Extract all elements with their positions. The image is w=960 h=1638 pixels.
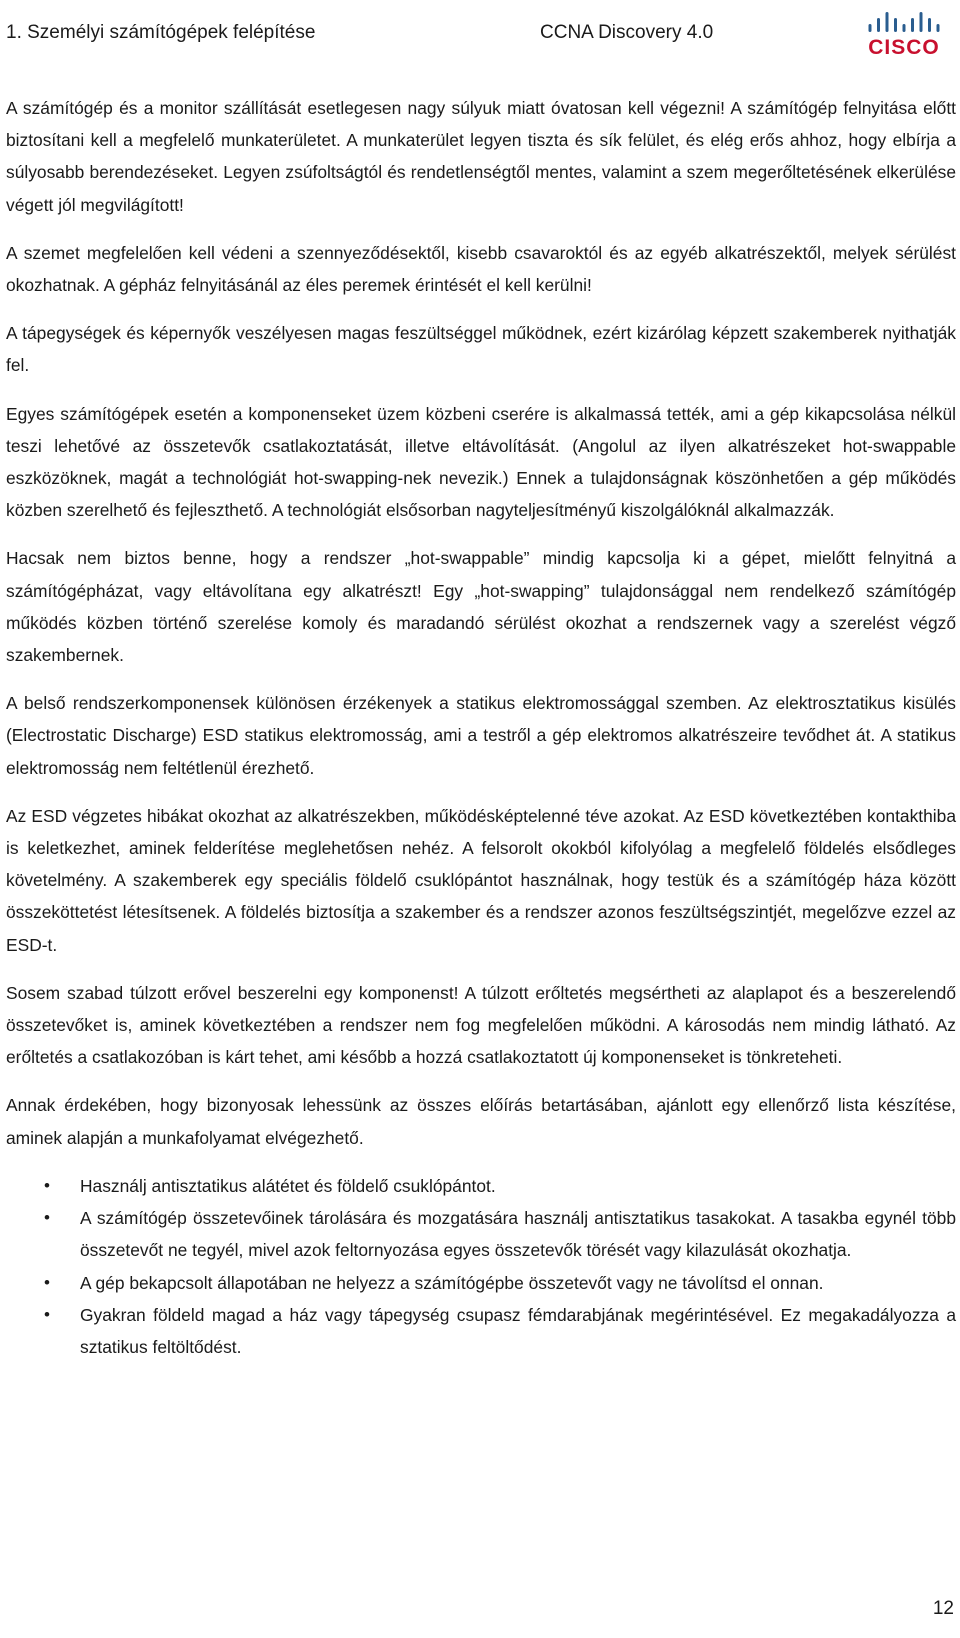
bullet-icon: • [44, 1304, 50, 1324]
paragraph-list [6, 92, 956, 1154]
cisco-bar [920, 12, 923, 32]
cisco-bar [928, 18, 931, 32]
bullet-icon: • [44, 1208, 50, 1228]
paragraph: Sosem szabad túlzott erővel beszerelni egy komponenst! A túlzott erőltetés megsértheti az alaplapot és a beszerelendő összetevőket is, aminek következtében a rendszer nem fog megfelelően működni. A károsodás nem mindig látható. Az erőltetés a csatlakozóban is kárt tehet, ami később a hozzá csatlakoztatott új komponenseket is tönkreteheti. [6, 982, 956, 1068]
list-item [6, 1299, 956, 1363]
page-number: 12 [932, 1598, 954, 1619]
list-item-text: A gép bekapcsolt állapotában ne helyezz a számítógépbe összetevőt vagy ne távolítsd el onnan. [80, 1272, 824, 1293]
paragraph: A szemet megfelelően kell védeni a szennyeződésektől, kisebb csavaroktól és az egyéb alkatrészektől, melyek sérülést okozhatnak. A gépház felnyitásánál az éles peremek érintését el kell kerülni! [6, 242, 956, 296]
cisco-bar [911, 18, 914, 32]
course-title: CCNA Discovery 4.0 [540, 22, 714, 43]
cisco-bars-icon [869, 12, 940, 32]
paragraph: Hacsak nem biztos benne, hogy a rendszer „hot-swappable” mindig kapcsolja ki a gépet, mielőtt felnyitná a számítógépházat, vagy eltávolítana egy alkatrészt! Egy „hot-swapping” tulajdonsággal nem rendelkező számítógép működés közben történő szerelése komoly és maradandó sérülést okozhat a rendszernek vagy a szerelést végző szakembernek. [6, 548, 956, 666]
bullet-icon: • [44, 1272, 50, 1292]
paragraph: A számítógép és a monitor szállítását esetlegesen nagy súlyuk miatt óvatosan kell végezni! A számítógép felnyitása előtt biztosítani kell a megfelelő munkaterületet. A munkaterület legyen tiszta és sík felület, és elég erős ahhoz, hogy elbírja a súlyosabb berendezéseket. Legyen zsúfoltságtól és rendetlenségtől mentes, valamint a szem megerőltetésének elkerülése végett jól megvilágított! [6, 98, 956, 215]
paragraph: Egyes számítógépek esetén a komponenseket üzem közbeni cserére is alkalmassá tették, ami a gép kikapcsolása nélkül teszi lehetővé az összetevők csatlakoztatását, illetve eltávolítását. (Angolul az ilyen alkatrészeket hot-swappable eszközöknek, magát a technológiát hot-swapping-nek nevezik.) Ennek a tulajdonságnak köszönhetően a gép működés közben szerelhető és fejleszthető. A technológiát elsősorban nagyteljesítményű kiszolgálóknál alkalmazzák. [6, 403, 956, 521]
cisco-bar [903, 24, 906, 32]
list-item-text: Használj antisztatikus alátétet és földelő csuklópántot. [80, 1175, 496, 1196]
cisco-logo [858, 2, 950, 66]
list-item-text: Gyakran földeld magad a ház vagy tápegység csupasz fémdarabjának megérintésével. Ez megakadályozza a sztatikus feltöltődést. [80, 1304, 956, 1357]
list-item [6, 1170, 956, 1202]
paragraph: Annak érdekében, hogy bizonyosak lehessünk az összes előírás betartásában, ajánlott egy ellenőrző lista készítése, aminek alapján a munkafolyamat elvégezhető. [6, 1095, 956, 1148]
chapter-title: 1. Személyi számítógépek felépítése [6, 22, 316, 43]
paragraph: A tápegységek és képernyők veszélyesen magas feszültséggel működnek, ezért kizárólag képzett szakemberek nyithatják fel. [6, 323, 956, 376]
cisco-bar [937, 24, 940, 32]
list-item [6, 1267, 956, 1299]
document-body [6, 92, 956, 1363]
cisco-logo-text: CISCO [868, 36, 940, 59]
list-item [6, 1202, 956, 1266]
page-header [0, 0, 960, 72]
checklist [6, 1170, 956, 1363]
paragraph: Az ESD végzetes hibákat okozhat az alkatrészekben, működésképtelenné téve azokat. Az ESD következtében kontakthiba is keletkezhet, aminek felderítése meglehetősen nehéz. A felsorolt okokból kifolyólag a megfelelő földelés elsődleges követelmény. A szakemberek egy speciális földelő csuklópántot használnak, hogy testük és a számítógép háza között összeköttetést létesítsenek. A földelés biztosítja a szakember és a rendszer azonos feszültségszintjét, megelőzve ezzel az ESD-t. [6, 805, 956, 955]
cisco-bar [886, 12, 889, 32]
cisco-bar [894, 18, 897, 32]
list-item-text: A számítógép összetevőinek tárolására és mozgatására használj antisztatikus tasakokat. A tasakba egynél több összetevőt ne tegyél, mivel azok feltornyozása egyes összetevők törését vagy kilazulását okozhatja. [80, 1208, 956, 1261]
cisco-bar [869, 24, 872, 32]
cisco-bar [877, 18, 880, 32]
bullet-icon: • [44, 1175, 50, 1195]
paragraph: A belső rendszerkomponensek különösen érzékenyek a statikus elektromossággal szemben. Az elektrosztatikus kisülés (Electrostatic Discharge) ESD statikus elektromosság, ami a testről a gép elektromos alkatrészeire tevődhet át. A statikus elektromosság nem feltétlenül érezhető. [6, 693, 956, 778]
